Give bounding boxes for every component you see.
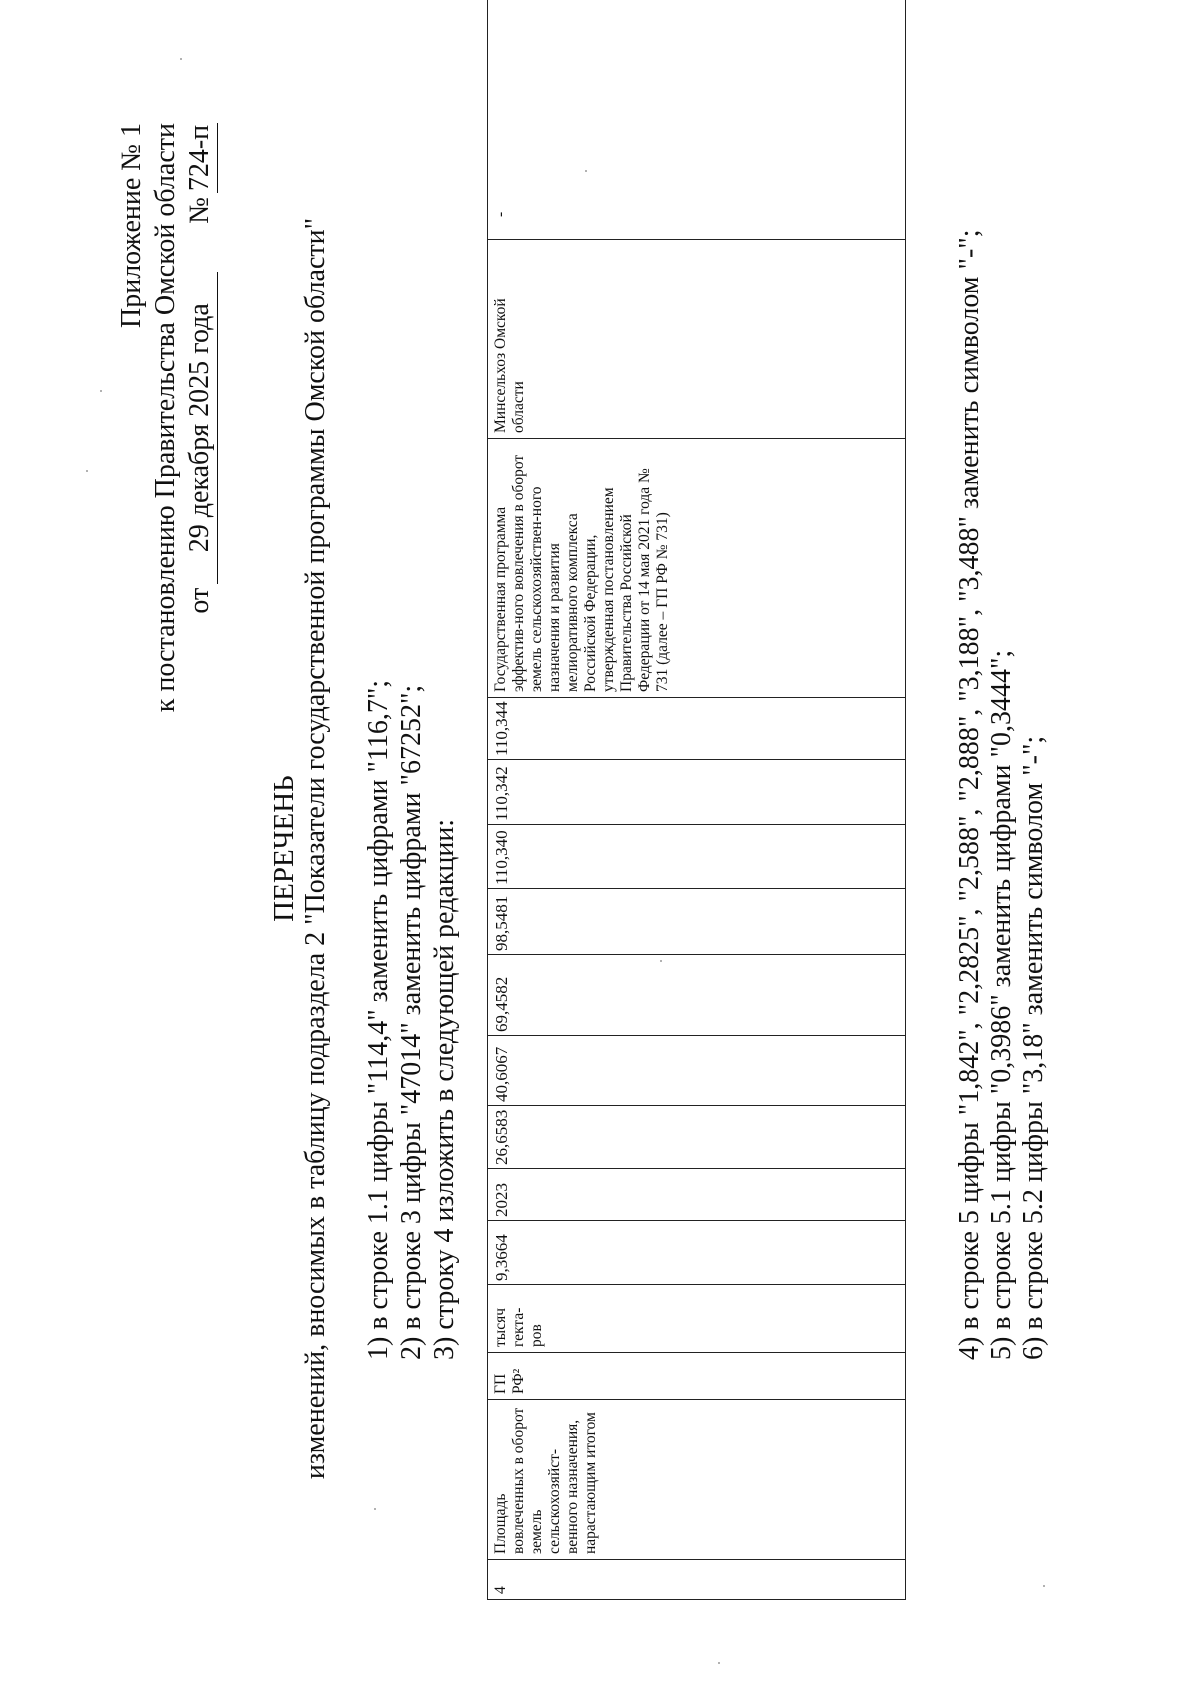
value-cell: 69,4582	[488, 955, 906, 1036]
base-year: 2023	[488, 1169, 906, 1221]
change-list	[362, 680, 461, 1360]
appendix-date-line	[183, 123, 218, 712]
value-cell: 110,340	[488, 825, 906, 889]
last-column: -	[488, 0, 906, 240]
appendix-number: 724-п	[183, 123, 218, 193]
document-title: ПЕРЕЧЕНЬ	[268, 775, 300, 922]
row-number: 4	[488, 1560, 906, 1600]
document-subtitle: изменений, вносимых в таблицу подраздела 2 "Показатели государственной программы Омской области"	[300, 217, 331, 1480]
date-prefix: от	[184, 587, 215, 614]
change-item: 4) в строке 5 цифры "1,842", "2,2825", "2,588", "2,888", "3,188", "3,488" заменить символом "-";	[954, 229, 985, 1360]
appendix-subtitle: к постановлению Правительства Омской области	[150, 123, 181, 713]
related-program: Государственная программа эффектив-ного вовлечения в оборот земель сельскохозяйствен-ного назначения и развития мелиоративного комплекса Российской Федерации, утвержденная постановлением Правительства Российской Федерации от 14 мая 2021 года № 731 (далее – ГП РФ № 731)	[488, 439, 906, 698]
appendix-date: 29 декабря 2025 года	[183, 272, 218, 584]
unit-of-measure: тысяч гекта-ров	[488, 1285, 906, 1353]
number-prefix: №	[184, 197, 215, 224]
responsible-executor: Минсельхоз Омской области	[488, 240, 906, 439]
value-cell: 110,344	[488, 698, 906, 760]
table-row	[488, 0, 906, 1600]
value-cell: 40,6067	[488, 1036, 906, 1106]
change-item: 5) в строке 5.1 цифры "0,3986" заменить цифрами "0,3444";	[986, 649, 1017, 1360]
value-cell: 26,6583	[488, 1106, 906, 1169]
indicator-name: Площадь вовлеченных в оборот земель сельскохозяйст-венного назначения, нарастающим итогом	[488, 1400, 906, 1560]
indicators-table	[487, 0, 906, 1600]
indicators-table-wrapper	[487, 0, 907, 1600]
indicator-level: ГП РФ²	[488, 1353, 906, 1400]
change-item: 2) в строке 3 цифры "47014" заменить цифрами "67252";	[396, 684, 427, 1360]
appendix-title: Приложение № 1	[116, 123, 147, 328]
change-list-continued	[954, 230, 1050, 1361]
change-item: 1) в строке 1.1 цифры "114,4" заменить цифрами "116,7";	[363, 679, 394, 1360]
appendix-header	[115, 123, 218, 712]
value-cell: 98,5481	[488, 889, 906, 955]
value-cell: 110,342	[488, 760, 906, 825]
base-value: 9,3664	[488, 1221, 906, 1285]
change-item: 3) строку 4 изложить в следующей редакции:	[429, 818, 460, 1360]
change-item: 6) в строке 5.2 цифры "3,18" заменить символом "-";	[1018, 735, 1049, 1360]
